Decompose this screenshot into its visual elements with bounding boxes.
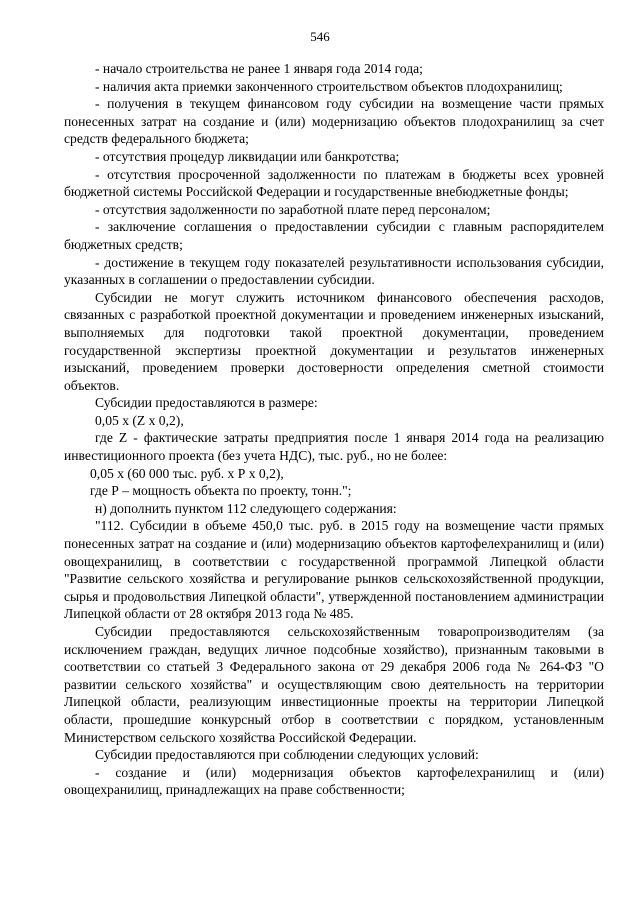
paragraph: 0,05 х (60 000 тыс. руб. х Р х 0,2), bbox=[90, 465, 284, 481]
paragraph: Субсидии предоставляются при соблюдении следующих условий: bbox=[95, 747, 479, 763]
paragraph: - начало строительства не ранее 1 января года 2014 года; bbox=[95, 61, 423, 76]
paragraph: "112. Субсидии в объеме 450,0 тыс. руб. в 2015 году на возмещение части прямых понесенных затрат на создание и (или) модернизацию объектов картофелехранилищ и (или) овощехранилищ, в соответствии с государственной программой Липецкой области "Развитие сельского хозяйства и регулирование рынков сельскохозяйственной продукции, сырья и продовольствия Липецкой области", утвержденной постановлением администрации Липецкой области от 28 октября 2013 года № 485. bbox=[64, 518, 604, 622]
paragraph: - отсутствия просроченной задолженности по платежам в бюджеты всех уровней бюджетной системы Российской Федерации и государственные внебюджетные фонды; bbox=[64, 166, 604, 200]
paragraph: Субсидии предоставляются в размере: bbox=[95, 395, 318, 411]
paragraph: н) дополнить пунктом 112 следующего содержания: bbox=[95, 500, 397, 516]
paragraph: - отсутствия задолженности по заработной плате перед персоналом; bbox=[95, 201, 491, 217]
paragraph: 0,05 х (Z х 0,2), bbox=[95, 412, 184, 428]
paragraph: Субсидии предоставляются сельскохозяйственным товаропроизводителям (за исключением граждан, ведущих личное подсобные хозяйство), признанным таковыми в соответствии со статьей 3 Федерального закона от 29 декабря 2006 года № 264-ФЗ "О развитии сельского хозяйства" и осуществляющим свою деятельность на территории Липецкой области, реализующим инвестиционные проекты на территории Липецкой области, прошедшие конкурсный отбор в соответствии с порядком, установленным Министерством сельского хозяйства Российской Федерации. bbox=[64, 624, 604, 745]
page-number: 546 bbox=[310, 29, 330, 44]
paragraph: где Z - фактические затраты предприятия после 1 января 2014 года на реализацию инвестиционного проекта (без учета НДС), тыс. руб., но не более: bbox=[64, 430, 604, 464]
paragraph: - получения в текущем финансовом году субсидии на возмещение части прямых понесенных затрат на создание и (или) модернизацию объектов плодохранилищ за счет средств федерального бюджета; bbox=[64, 96, 604, 147]
paragraph: - создание и (или) модернизация объектов картофелехранилищ и (или) овощехранилищ, принадлежащих на праве собственности; bbox=[64, 764, 604, 798]
paragraph: - отсутствия процедур ликвидации или банкротства; bbox=[95, 148, 400, 164]
paragraph: - заключение соглашения о предоставлении субсидии с главным распорядителем бюджетных средств; bbox=[64, 219, 604, 252]
document-body bbox=[64, 60, 604, 799]
paragraph: - наличия акта приемки законченного строительством объектов плодохранилищ; bbox=[95, 78, 563, 94]
paragraph: - достижение в текущем году показателей результативности использования субсидии, указанных в соглашении о предоставлении субсидии. bbox=[64, 254, 604, 288]
paragraph: Субсидии не могут служить источником финансового обеспечения расходов, связанных с разработкой проектной документации и проведением инженерных изысканий, выполняемых для подготовки такой проектной документации, проведением государственной экспертизы проектной документации и результатов инженерных изысканий, проведением проверки достоверности определения сметной стоимости объектов. bbox=[64, 289, 604, 393]
paragraph: где Р – мощность объекта по проекту, тонн."; bbox=[90, 483, 352, 499]
